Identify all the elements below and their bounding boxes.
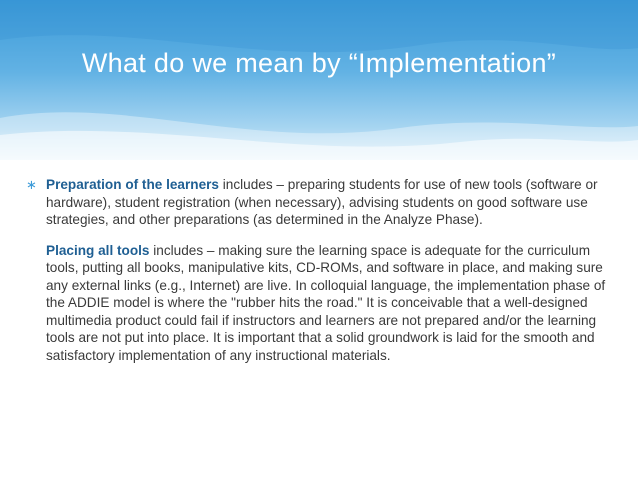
paragraph-text: includes – preparing students for use of new tools (software or hardware), student registration (when necessary), advising students on good software use strategies, and other preparations (as determined in the Analyze Phase). — [46, 177, 598, 227]
wave-decoration — [0, 0, 638, 160]
slide-title: What do we mean by “Implementation” — [81, 48, 557, 78]
paragraph-preparation — [46, 176, 612, 229]
slide-body — [26, 176, 612, 364]
asterisk-icon: ∗ — [26, 177, 37, 192]
paragraph-placing-tools — [46, 242, 612, 365]
paragraph-lead: Preparation of the learners — [46, 177, 219, 192]
title-banner — [0, 0, 638, 160]
paragraph-lead: Placing all tools — [46, 242, 150, 258]
paragraph-text: includes – making sure the learning space is adequate for the curriculum tools, putting all books, manipulative kits, CD-ROMs, and software in place, and making sure any external links (e.g., Internet) are live. In colloquial language, the implementation phase of the ADDIE model is where the "rubber hits the road." It is conceivable that a well-designed multimedia product could fail if instructors and learners are not prepared and/or the learning tools are not put into place. It is important that a solid groundwork is laid for the smooth and satisfactory implementation of any instructional materials. — [46, 242, 606, 363]
bullet-item — [26, 176, 612, 364]
